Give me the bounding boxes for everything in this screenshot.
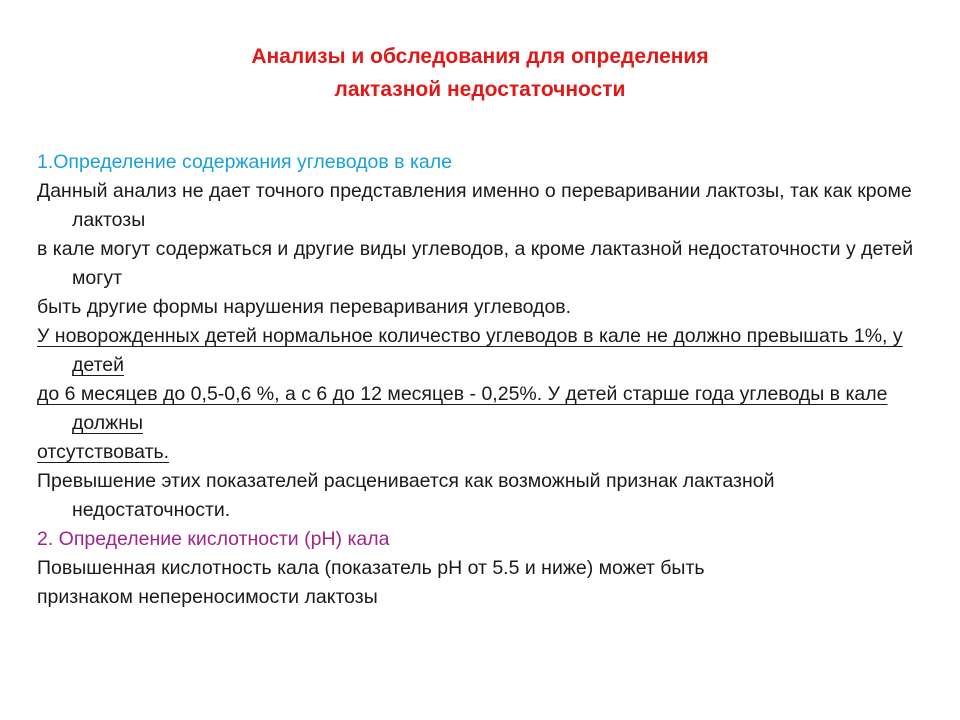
section-1-norms-3 [37, 438, 917, 467]
section-1-conclusion: Превышение этих показателей расценивается как возможный признак лактазной недостаточности. [37, 470, 775, 521]
norms-text-3: отсутствовать. [37, 441, 170, 463]
title-line-2: лактазной недостаточности [334, 78, 626, 101]
section-1-norms-1 [37, 322, 917, 380]
section-1-norms-2 [37, 380, 917, 438]
norms-text-1: У новорожденных детей нормальное количество углеводов в кале не должно превышать 1%, у детей [37, 325, 903, 376]
norms-text-2: до 6 месяцев до 0,5-0,6 %, а с 6 до 12 месяцев - 0,25%. У детей старше года углеводы в кале должны [37, 383, 888, 434]
section-2-heading: 2. Определение кислотности (pH) кала [37, 528, 390, 550]
title-line-1: Анализы и обследования для определения [251, 45, 709, 68]
section-2-paragraph-2: признаком непереносимости лактозы [37, 586, 378, 608]
section-1-paragraph-3: быть другие формы нарушения переваривания углеводов. [37, 296, 572, 318]
section-1-paragraph-2: в кале могут содержаться и другие виды углеводов, а кроме лактазной недостаточности у детей могут [37, 238, 914, 289]
section-2-paragraph-1: Повышенная кислотность кала (показатель pH от 5.5 и ниже) может быть [37, 557, 705, 579]
section-1-paragraph-1: Данный анализ не дает точного представления именно о переваривании лактозы, так как кроме лактозы [37, 180, 912, 231]
section-1-heading: 1.Определение содержания углеводов в кале [37, 151, 452, 173]
slide-body [37, 148, 917, 612]
slide-title [0, 40, 960, 106]
